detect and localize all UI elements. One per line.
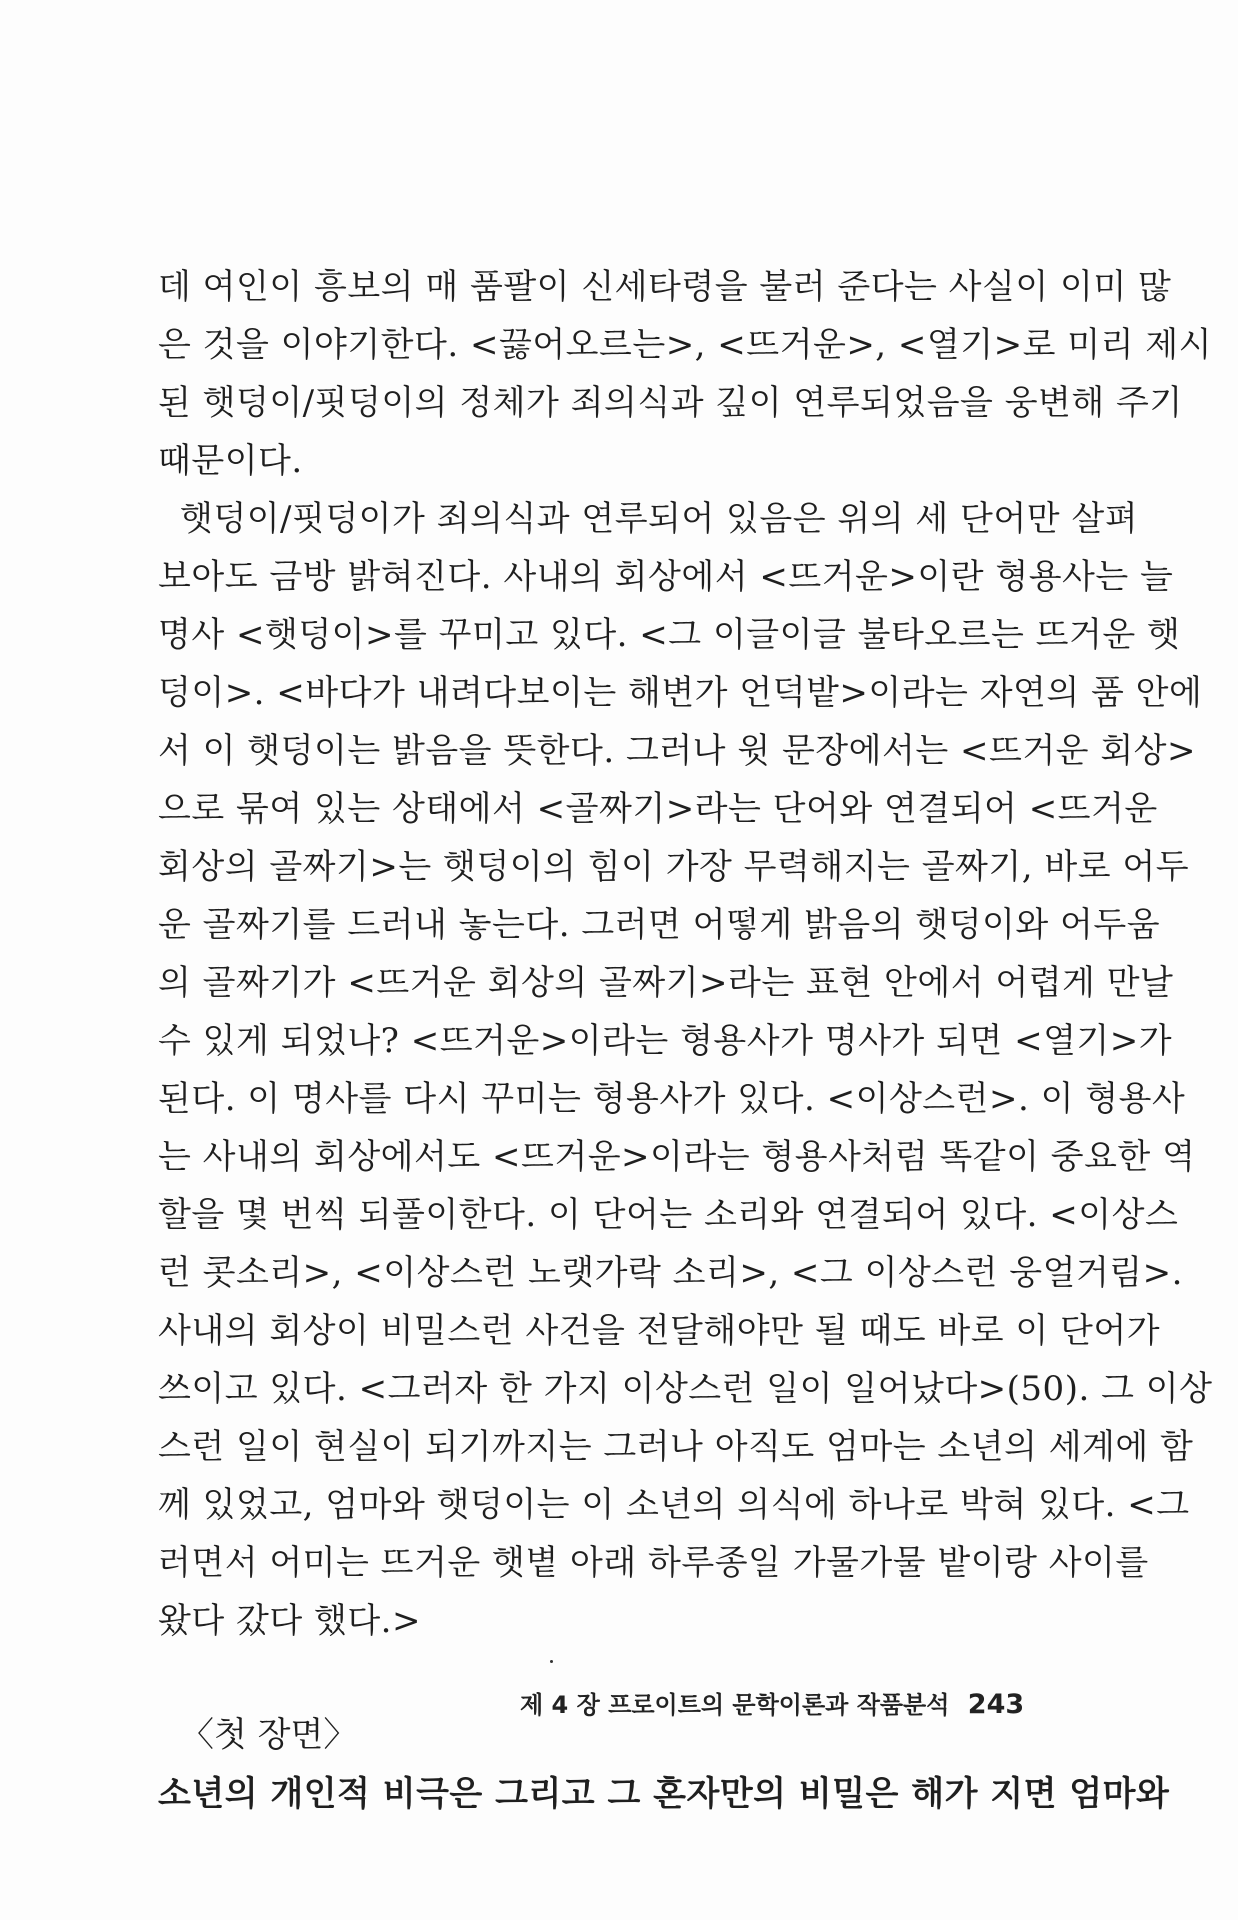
body-text — [158, 258, 1213, 1823]
text-line: 된다. 이 명사를 다시 꾸미는 형용사가 있다. <이상스런>. 이 형용사 — [158, 1079, 1186, 1119]
footer-chapter-title: 프로이트의 문학이론과 작품분석 — [608, 1691, 950, 1719]
running-footer — [520, 1680, 1040, 1730]
text-line: 스런 일이 현실이 되기까지는 그러나 아직도 엄마는 소년의 세계에 함 — [158, 1427, 1194, 1467]
text-line: 사내의 회상이 비밀스런 사건을 전달해야만 될 때도 바로 이 단어가 — [158, 1311, 1161, 1351]
text-line: 은 것을 이야기한다. <끓어오르는>, <뜨거운>, <열기>로 미리 제시 — [158, 325, 1212, 365]
text-line: 보아도 금방 밝혀진다. 사내의 회상에서 <뜨거운>이란 형용사는 늘 — [158, 557, 1174, 597]
text-line: 할을 몇 번씩 되풀이한다. 이 단어는 소리와 연결되어 있다. <이상스 — [158, 1195, 1179, 1235]
text-line: 는 사내의 회상에서도 <뜨거운>이라는 형용사처럼 똑같이 중요한 역 — [158, 1137, 1196, 1177]
text-line: 수 있게 되었나? <뜨거운>이라는 형용사가 명사가 되면 <열기>가 — [158, 1021, 1173, 1061]
text-line: 명사 <햇덩이>를 꾸미고 있다. <그 이글이글 불타오르는 뜨거운 햇 — [158, 615, 1181, 655]
text-line: 소년의 개인적 비극은 그리고 그 혼자만의 비밀은 해가 지면 엄마와 — [158, 1774, 1170, 1814]
text-line: 된 햇덩이/핏덩이의 정체가 죄의식과 깊이 연루되었음을 웅변해 주기 — [158, 383, 1183, 423]
text-line: 께 있었고, 엄마와 햇덩이는 이 소년의 의식에 하나로 박혀 있다. <그 — [158, 1485, 1190, 1525]
footer-chapter: 제 4 장 — [520, 1691, 600, 1719]
text-line: 운 골짜기를 드러내 놓는다. 그러면 어떻게 밝음의 햇덩이와 어두움 — [158, 905, 1161, 945]
text-line: 러면서 어미는 뜨거운 햇볕 아래 하루종일 가물가물 밭이랑 사이를 — [158, 1543, 1149, 1583]
print-speck — [550, 1660, 553, 1663]
text-line: 회상의 골짜기>는 햇덩이의 힘이 가장 무력해지는 골짜기, 바로 어두 — [158, 847, 1190, 887]
text-line: 쓰이고 있다. <그러자 한 가지 이상스런 일이 일어났다>(50). 그 이상 — [158, 1369, 1213, 1409]
text-line: 때문이다. — [158, 441, 303, 481]
text-line: 의 골짜기가 <뜨거운 회상의 골짜기>라는 표현 안에서 어렵게 만날 — [158, 963, 1174, 1003]
section-title: 〈첫 장면〉 — [180, 1715, 358, 1755]
text-line: 왔다 갔다 했다.> — [158, 1601, 421, 1641]
page-number: 243 — [967, 1689, 1025, 1720]
text-line: 으로 묶여 있는 상태에서 <골짜기>라는 단어와 연결되어 <뜨거운 — [158, 789, 1158, 829]
text-line: 런 콧소리>, <이상스런 노랫가락 소리>, <그 이상스런 웅얼거림>. — [158, 1253, 1183, 1293]
text-line: 데 여인이 흥보의 매 품팔이 신세타령을 불러 준다는 사실이 이미 많 — [158, 267, 1172, 307]
text-line: 덩이>. <바다가 내려다보이는 해변가 언덕밭>이라는 자연의 품 안에 — [158, 673, 1203, 713]
text-line: 햇덩이/핏덩이가 죄의식과 연루되어 있음은 위의 세 단어만 살펴 — [180, 499, 1139, 539]
text-line: 서 이 햇덩이는 밝음을 뜻한다. 그러나 윗 문장에서는 <뜨거운 회상> — [158, 731, 1196, 771]
